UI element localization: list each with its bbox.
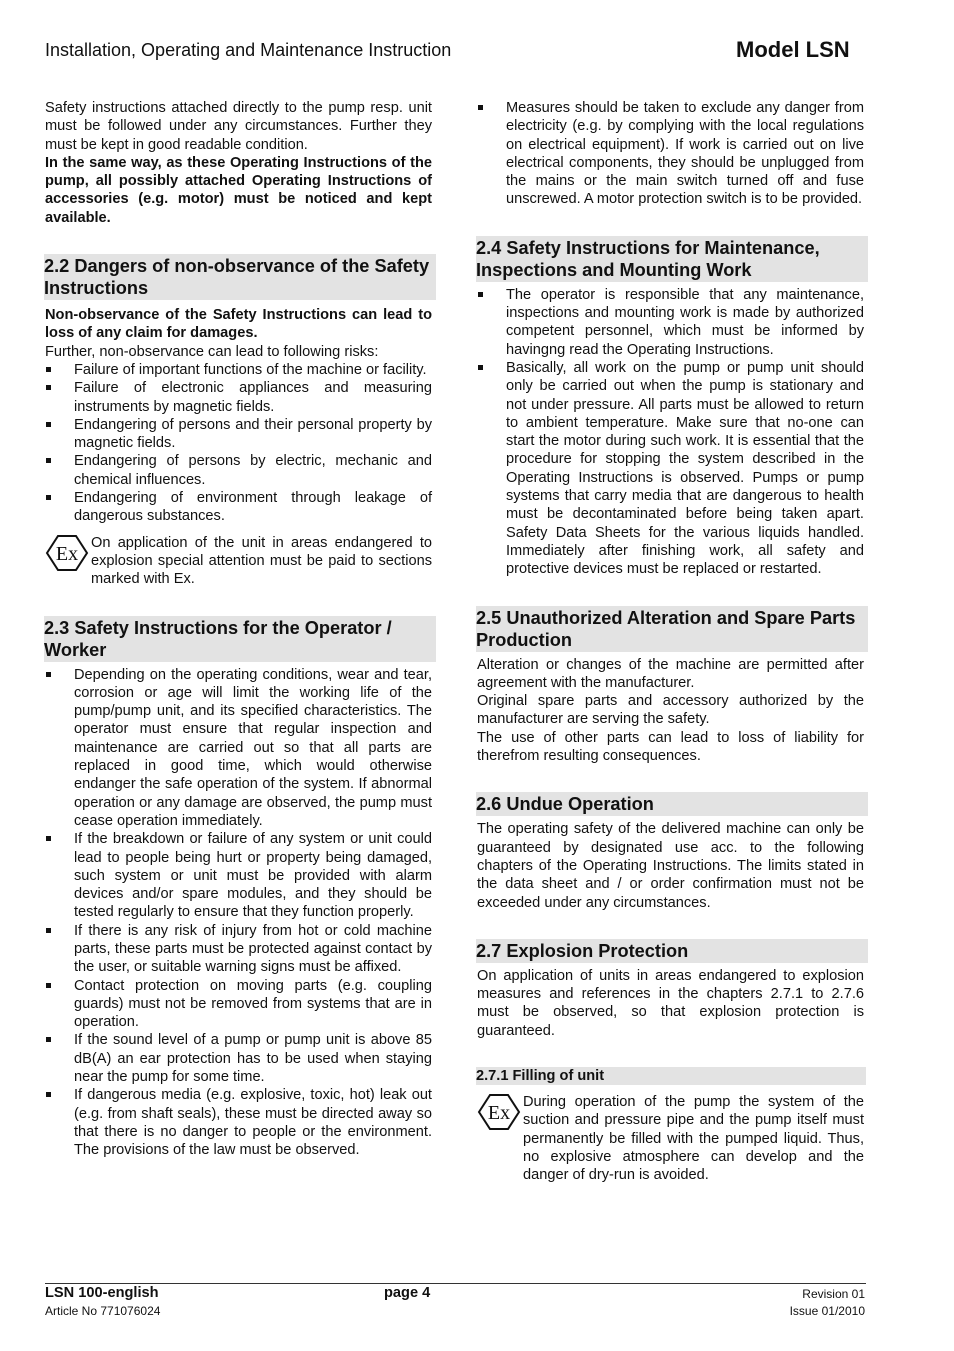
list-item: Endangering of environment through leakage of dangerous substances. — [45, 489, 432, 526]
list-item: If there is any risk of injury from hot or cold machine parts, these parts must be protected against contact by the user, or suitable warning signs must be affixed. — [45, 922, 432, 977]
footer-issue: Issue 01/2010 — [789, 1304, 865, 1318]
right-column — [477, 99, 864, 1184]
section-2-2-list — [45, 361, 432, 526]
section-2-3-heading: 2.3 Safety Instructions for the Operator / Worker — [44, 616, 436, 662]
list-item: If the sound level of a pump or pump unit is above 85 dB(A) an ear protection has to be used when staying near the pump for some time. — [45, 1031, 432, 1086]
section-2-6-heading: 2.6 Undue Operation — [476, 792, 868, 816]
intro-bold-text: In the same way, as these Operating Instructions of the pump, all possibly attached Operating Instructions of accessories (e.g. motor) must be noticed and kept available. — [45, 154, 432, 226]
document-title: Installation, Operating and Maintenance Instruction — [45, 40, 452, 60]
list-item: Measures should be taken to exclude any danger from electricity (e.g. by complying with the local regulations on electrical equipment). If work is carried out on live electrical components, they should be unplugged from the mains or the main switch turned off and fuse unscrewed. A motor protection switch is to be provided. — [477, 99, 864, 209]
list-item: Failure of electronic appliances and measuring instruments by magnetic fields. — [45, 379, 432, 416]
ex-note-text: On application of the unit in areas endangered to explosion special attention must be paid to sections marked with Ex. — [91, 534, 432, 588]
footer-divider — [45, 1283, 866, 1284]
svg-text:Ex: Ex — [55, 542, 79, 565]
section-2-5-text-3: The use of other parts can lead to loss of liability for therefrom resulting consequences. — [477, 729, 864, 765]
list-item: Contact protection on moving parts (e.g. coupling guards) must not be removed from systems that are in operation. — [45, 977, 432, 1032]
section-2-7-text: On application of units in areas endangered to explosion measures and references in the chapters 2.7.1 to 2.7.6 must be observed, so that explosion protection is guaranteed. — [477, 967, 864, 1039]
list-item: Endangering of persons by electric, mechanic and chemical influences. — [45, 452, 432, 489]
section-2-3-list — [45, 666, 432, 1160]
list-item: Failure of important functions of the machine or facility. — [45, 361, 432, 379]
ex-note-text: During operation of the pump the system of the suction and pressure pipe and the pump itself must permanently be filled with the pumped liquid. Thus, no explosive atmosphere can develop and the danger of dry-run is avoided. — [523, 1093, 864, 1184]
section-2-7-1-heading: 2.7.1 Filling of unit — [476, 1067, 866, 1085]
list-item: Depending on the operating conditions, wear and tear, corrosion or age will limit the working life of the pump/pump unit, and its specified characteristics. The operator must ensure that regular inspection and maintenance are carried out so that all parts are replaced in good time, which would otherwise endanger the safe operation of the system. If abnormal operation or any damage are observed, the pump must cease operation immediately. — [45, 666, 432, 831]
section-2-6-text: The operating safety of the delivered machine can only be guaranteed by designated use acc. to the following chapters of the Operating Instructions. The limits stated in the data sheet and / or order confirmation must not be exceeded under any circumstances. — [477, 821, 864, 911]
list-item: If dangerous media (e.g. explosive, toxic, hot) leak out (e.g. from shaft seals), these must be directed away so that there is no danger to people or the environment. The provisions of the law must be observed. — [45, 1086, 432, 1159]
model-name: Model LSN — [736, 37, 850, 62]
list-item: If the breakdown or failure of any system or unit could lead to people being hurt or property being damaged, such system or unit must be provided with alarm devices and/or spare modules, and they should be tested regularly to ensure that they function properly. — [45, 830, 432, 921]
footer-article-number: Article No 771076024 — [45, 1304, 161, 1318]
svg-text:Ex: Ex — [487, 1101, 511, 1124]
footer-revision: Revision 01 — [802, 1287, 865, 1301]
list-item: Basically, all work on the pump or pump unit should only be carried out when the pump is stationary and not under pressure. All parts must be allowed to return to ambient temperature. Make sure that no-one can start the motor during such work. It is essential that the procedure for stopping the system described in the Operating Instructions is observed. Pumps or pump systems that carry media that are dangerous to health must be decontaminated before being taken apart. Safety Data Sheets for the various liquids handled. Immediately after finishing work, all safety and protective devices must be replaced or restarted. — [477, 359, 864, 579]
explosion-protection-icon — [477, 1093, 521, 1131]
section-2-2-text: Further, non-observance can lead to following risks: — [45, 343, 379, 360]
electricity-list — [477, 99, 864, 209]
section-2-2-heading: 2.2 Dangers of non-observance of the Safety Instructions — [44, 254, 436, 300]
list-item: Endangering of persons and their personal property by magnetic fields. — [45, 416, 432, 453]
intro-text: Safety instructions attached directly to the pump resp. unit must be followed under any circumstances. Further they must be kept in good readable condition. — [45, 100, 432, 153]
section-2-5-heading: 2.5 Unauthorized Alteration and Spare Parts Production — [476, 606, 868, 652]
footer-document-name: LSN 100-english — [45, 1285, 159, 1301]
explosion-protection-icon — [45, 534, 89, 572]
section-2-5-text-1: Alteration or changes of the machine are permitted after agreement with the manufacturer. — [477, 656, 864, 691]
footer-page-number: page 4 — [384, 1285, 431, 1301]
list-item: The operator is responsible that any maintenance, inspections and mounting work is made by authorized competent personnel, which must be informed by havingng read the Operating Instructions. — [477, 286, 864, 359]
left-column — [45, 99, 432, 1160]
section-2-7-heading: 2.7 Explosion Protection — [476, 939, 868, 963]
section-2-4-heading: 2.4 Safety Instructions for Maintenance, Inspections and Mounting Work — [476, 236, 868, 282]
section-2-4-list — [477, 286, 864, 579]
ex-note — [477, 1093, 864, 1184]
section-2-5-text-2: Original spare parts and accessory authorized by the manufacturer are serving the safety. — [477, 693, 864, 728]
section-2-2-bold: Non-observance of the Safety Instructions can lead to loss of any claim for damages. — [45, 307, 432, 342]
ex-note — [45, 534, 432, 589]
